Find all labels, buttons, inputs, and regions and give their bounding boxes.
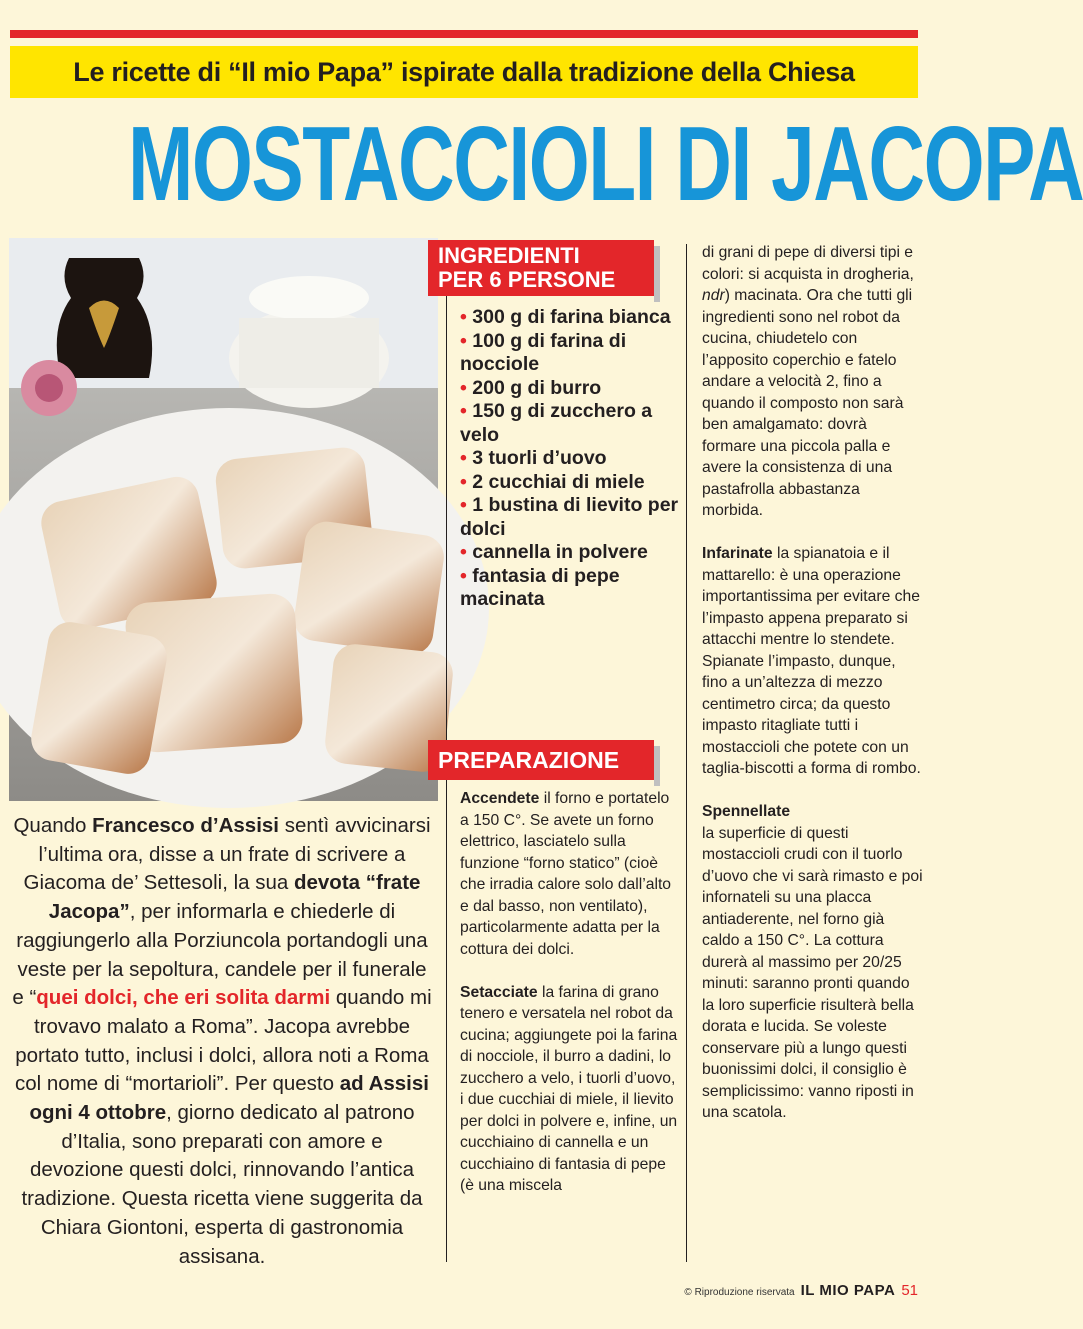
list-item: • 100 g di farina di nocciole bbox=[460, 329, 627, 375]
column-divider-2 bbox=[686, 244, 687, 1262]
step-paragraph: Accendete il forno e portatelo a 150 C°. Se avete un forno elettrico, lasciatelo sulla funzione “forno statico” (cioè che irradia calore solo dall’alto e dal basso, non ventilato), particolarmente adatta per la cottura dei dolci. bbox=[460, 790, 672, 958]
page-footer bbox=[684, 1282, 918, 1299]
intro-text: Quando Francesco d’Assisi sentì avvicinarsi l’ultima ora, disse a un frate di scrivere a Giacoma de’ Settesoli, la sua devota “frate Jacopa”, per informarla e chiederle di raggiungerlo alla Porziuncola portandogli una veste per la sepoltura, candele per il funerale e “quei dolci, che eri solita darmi quando mi trovavo malato a Roma”. Jacopa avrebbe portato tutto, inclusi i dolci, allora noti a Roma col nome di “mortarioli”. Per questo ad Assisi ogni 4 ottobre, giorno dedicato al patrono d’Italia, sono preparati con amore e devozione questi dolci, rinnovando l’antica tradizione. Questa ricetta viene suggerita da Chiara Giontoni, esperta di gastronomia assisana. bbox=[12, 814, 432, 1268]
page-title: MOSTACCIOLI DI JACOPA bbox=[128, 105, 1083, 223]
preparation-column-1 bbox=[460, 788, 682, 1218]
recipe-photo bbox=[9, 238, 438, 801]
preparation-column-2 bbox=[702, 242, 924, 1145]
list-item: • 150 g di zucchero a velo bbox=[460, 400, 653, 446]
step-paragraph: Spennellate la superficie di questi mostaccioli crudi con il tuorlo d’uovo che vi sarà rimasto e poi infornateli su una placca antiaderente, nel forno già caldo a 150 C°. La cottura durerà al massimo per 20/25 minuti: saranno pronti quando la loro superficie risulterà bella dorata e lucida. Se voleste conservare più a lungo questi buonissimi dolci, il consiglio è semplicissimo: vanno riposti in una scatola. bbox=[702, 803, 923, 1121]
top-rule bbox=[10, 30, 918, 38]
preparation-heading: PREPARAZIONE bbox=[428, 740, 654, 780]
list-item: • 300 g di farina bianca bbox=[460, 306, 671, 328]
list-item: • fantasia di pepe macinata bbox=[460, 564, 620, 610]
list-item: • 3 tuorli d’uovo bbox=[460, 447, 607, 469]
list-item: • cannella in polvere bbox=[460, 541, 648, 563]
step-paragraph: di grani di pepe di diversi tipi e colori: si acquista in drogheria, ndr) macinata. Ora che tutti gli ingredienti sono nel robot da cucina, chiudetelo con l’apposito coperchio e fatelo andare a velocità 2, fino a quando il composto non sarà ben amalgamato: dovrà formare una piccola palla e avere la consistenza di una pastafrolla abbastanza morbida. bbox=[702, 244, 914, 519]
copyright-notice: © Riproduzione riservata bbox=[684, 1287, 795, 1298]
list-item: • 200 g di burro bbox=[460, 376, 602, 399]
section-banner: Le ricette di “Il mio Papa” ispirate dalla tradizione della Chiesa bbox=[10, 46, 918, 98]
ingredients-list bbox=[460, 306, 682, 612]
step-paragraph: Setacciate la farina di grano tenero e versatela nel robot da cucina; aggiungete poi la farina di nocciole, il burro a dadini, lo zucchero a velo, i tuorli d’uovo, i due cucchiai di miele, il lievito per dolci in polvere e, infine, un cucchiaino di cannella e un cucchiaino di fantasia di pepe (è una miscela bbox=[460, 983, 678, 1194]
step-paragraph: Infarinate la spianatoia e il mattarello: è una operazione importantissima per evitare che l’impasto appena preparato si attacchi mentre lo stendete. Spianate l’impasto, dunque, fino a un’altezza di mezzo centimetro circa; da questo impasto ritagliate tutti i mostaccioli che potete con un taglia-biscotti a forma di rombo. bbox=[702, 545, 921, 777]
magazine-name: IL MIO PAPA bbox=[800, 1282, 896, 1299]
list-item: • 1 bustina di lievito per dolci bbox=[460, 494, 679, 540]
page-number: 51 bbox=[901, 1282, 918, 1299]
ingredients-heading: INGREDIENTI PER 6 PERSONE bbox=[428, 240, 654, 296]
list-item: • 2 cucchiai di miele bbox=[460, 470, 645, 493]
